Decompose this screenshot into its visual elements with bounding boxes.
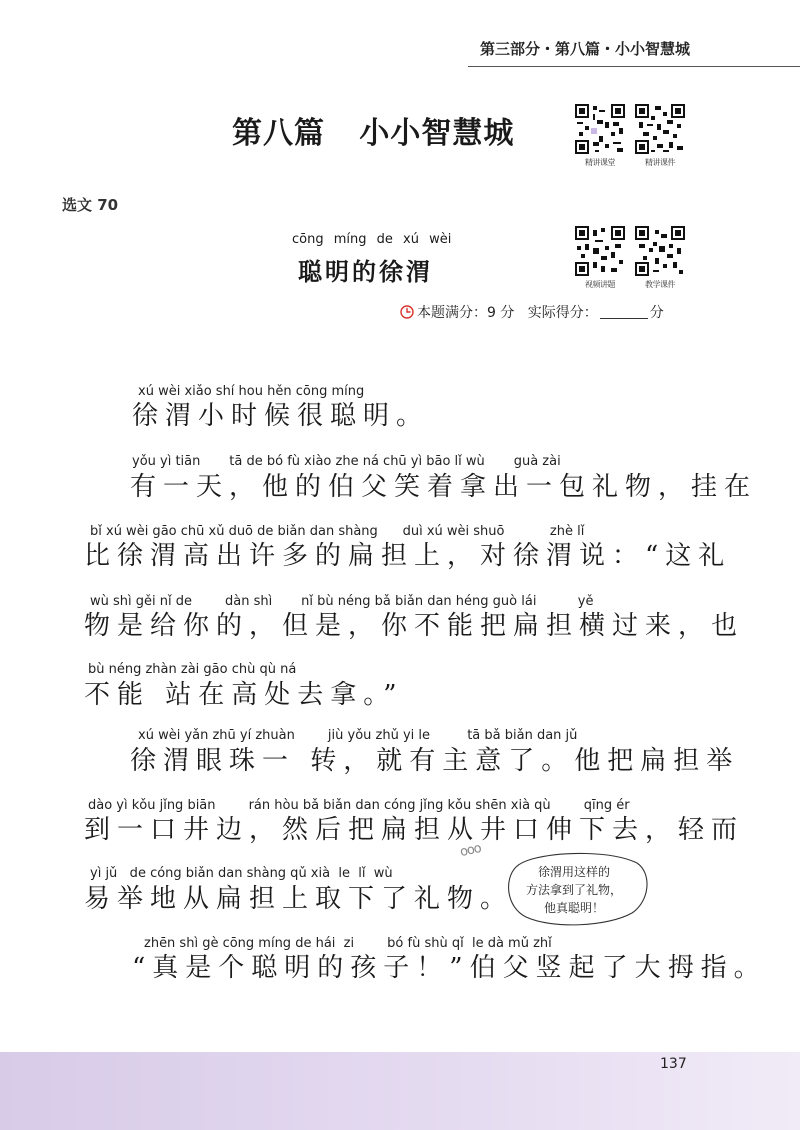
pinyin-line: bǐ xú wèi gāo chū xǔ duō de biǎn dan shàng duì xú wèi shuō zhè lǐ (90, 524, 585, 539)
pinyin-line: xú wèi xiǎo shí hou hěn cōng míng (138, 384, 365, 399)
bubble-text (500, 855, 648, 925)
qr-code-video[interactable] (575, 226, 625, 290)
running-header: 第三部分・第八篇・小小智慧城 (480, 40, 691, 58)
pinyin-line: xú wèi yǎn zhū yí zhuàn jiù yǒu zhǔ yi le tā bǎ biǎn dan jǔ (138, 728, 578, 743)
page-number: 137 (660, 1056, 687, 1072)
full-score-label: 本题满分：9 分 (417, 305, 515, 321)
text-line: 有一天，他的伯父笑着拿出一包礼物，挂在 (130, 472, 758, 502)
text-line: 徐渭眼珠一 转，就有主意了。他把扁担举 (130, 746, 740, 776)
pinyin-line: yì jǔ de cóng biǎn dan shàng qǔ xià le lǐ wù (90, 866, 393, 881)
bubble-line: 徐渭用这样的 (537, 865, 610, 879)
thought-bubble (458, 840, 648, 925)
qr-code-icon (575, 226, 625, 276)
pinyin-line: wù shì gěi nǐ de dàn shì nǐ bù néng bǎ biǎn dan héng guò lái yě (90, 594, 594, 609)
score-unit: 分 (649, 305, 664, 321)
qr-code-icon (635, 104, 685, 154)
selection-label (62, 194, 118, 215)
qr-label: 精讲课堂 (585, 158, 615, 167)
story-title: 聪明的徐渭 (298, 257, 433, 286)
pinyin-line: zhēn shì gè cōng míng de hái zi bó fù shù qǐ le dà mǔ zhǐ (144, 936, 552, 951)
text-line: 徐渭小时候很聪明。 (132, 401, 430, 431)
qr-label: 教学课件 (645, 280, 675, 289)
bubble-line: 方法拿到了礼物， (525, 883, 622, 897)
chapter-title: 第八篇 小小智慧城 (232, 116, 515, 151)
text-line: 到一口井边，然后把扁担从井口伸下去，轻而 (84, 815, 745, 845)
text-line: 易举地从扁担上取下了礼物。 (84, 884, 514, 914)
pinyin-line: dào yì kǒu jǐng biān rán hòu bǎ biǎn dan cóng jǐng kǒu shēn xià qù qīng ér (88, 798, 630, 813)
selection-label-text: 选文 (62, 196, 93, 214)
qr-code-icon (575, 104, 625, 154)
qr-label: 精讲课件 (645, 158, 675, 167)
qr-label: 视频讲题 (585, 280, 615, 289)
story-title-pinyin: cōng míng de xú wèi (292, 232, 452, 247)
pinyin-line: bù néng zhàn zài gāo chù qù ná (88, 662, 297, 677)
text-line: 物是给你的，但是，你不能把扁担横过来，也 (84, 611, 745, 641)
text-line: 不能 站在高处去拿。” (84, 680, 404, 710)
qr-code-teaching[interactable] (635, 226, 685, 290)
qr-code-icon (635, 226, 685, 276)
qr-code-courseware[interactable] (635, 104, 685, 168)
qr-code-lecture[interactable] (575, 104, 625, 168)
actual-score-blank[interactable] (600, 318, 648, 319)
selection-number: 70 (97, 196, 119, 214)
bubble-line: 他真聪明！ (543, 901, 604, 915)
score-line (400, 302, 664, 322)
bubble-doodle: ooo (458, 840, 483, 861)
text-line: “真是个聪明的孩子！”伯父竖起了大拇指。 (132, 953, 767, 983)
text-line: 比徐渭高出许多的扁担上，对徐渭说：“这礼 (84, 541, 732, 571)
actual-score-label: 实际得分： (527, 305, 598, 321)
header-divider (468, 66, 800, 67)
pinyin-line: yǒu yì tiān tā de bó fù xiào zhe ná chū yì bāo lǐ wù guà zài (132, 454, 561, 469)
clock-icon (400, 305, 414, 319)
